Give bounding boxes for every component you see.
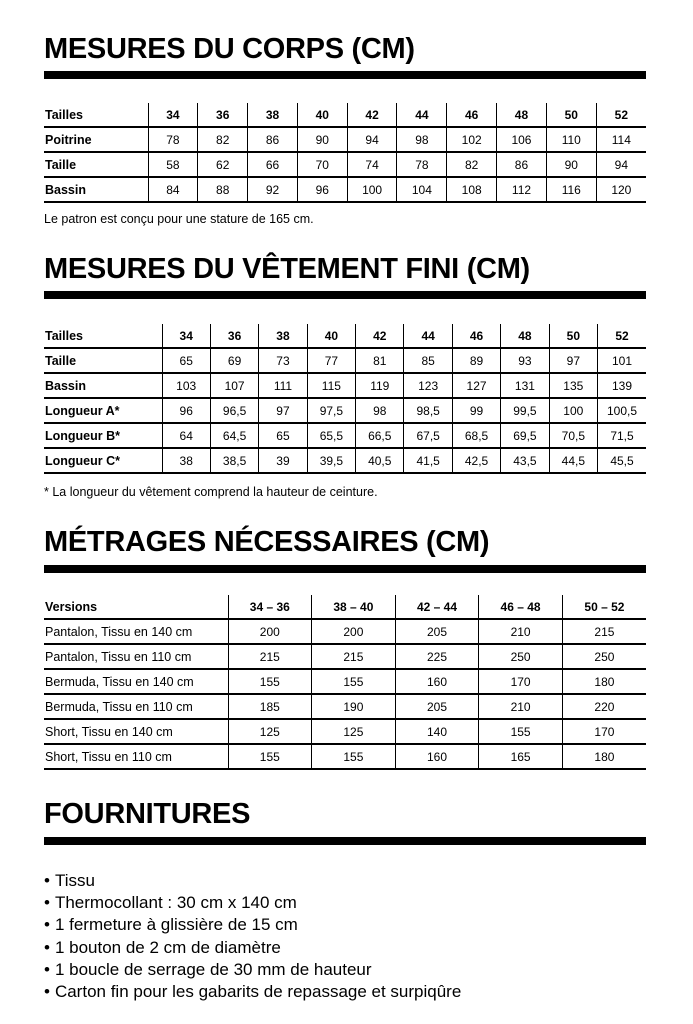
table-cell: 97	[259, 398, 307, 423]
table-header-row	[44, 103, 646, 127]
table-row	[44, 373, 646, 398]
table-cell: 39,5	[307, 448, 355, 473]
table-cell: 116	[546, 177, 596, 202]
section-divider	[44, 837, 646, 845]
table-cell: 70	[297, 152, 347, 177]
table-cell: 94	[596, 152, 646, 177]
table-cell: 71,5	[598, 423, 646, 448]
table-cell: 78	[397, 152, 447, 177]
table-cell: 97,5	[307, 398, 355, 423]
table-cell: 106	[497, 127, 547, 152]
table-cell: 98,5	[404, 398, 452, 423]
table-row	[44, 398, 646, 423]
column-header: 44	[404, 324, 452, 348]
table-cell: 77	[307, 348, 355, 373]
table-cell: 65	[259, 423, 307, 448]
table-cell: 44,5	[549, 448, 597, 473]
column-header: 50 – 52	[562, 595, 646, 619]
table-cell: 40,5	[356, 448, 404, 473]
table-row	[44, 348, 646, 373]
table-header-label: Tailles	[44, 103, 148, 127]
table-row	[44, 127, 646, 152]
table-cell: 200	[228, 619, 312, 644]
table-cell: 99	[452, 398, 500, 423]
supply-item: • Thermocollant : 30 cm x 140 cm	[44, 892, 461, 914]
table-cell: 100	[347, 177, 397, 202]
table-cell: 84	[148, 177, 198, 202]
row-label: Bermuda, Tissu en 110 cm	[44, 694, 228, 719]
column-header: 46 – 48	[479, 595, 563, 619]
row-label: Short, Tissu en 140 cm	[44, 719, 228, 744]
table-cell: 41,5	[404, 448, 452, 473]
table-cell: 131	[501, 373, 549, 398]
supplies-title: FOURNITURES	[44, 798, 251, 830]
section-divider	[44, 565, 646, 573]
table-cell: 86	[497, 152, 547, 177]
table-cell: 64,5	[210, 423, 258, 448]
column-header: 46	[447, 103, 497, 127]
table-cell: 45,5	[598, 448, 646, 473]
table-cell: 42,5	[452, 448, 500, 473]
table-cell: 62	[198, 152, 248, 177]
table-cell: 68,5	[452, 423, 500, 448]
table-cell: 67,5	[404, 423, 452, 448]
table-cell: 96	[162, 398, 210, 423]
row-label: Pantalon, Tissu en 140 cm	[44, 619, 228, 644]
table-cell: 90	[546, 152, 596, 177]
table-cell: 108	[447, 177, 497, 202]
table-cell: 205	[395, 694, 479, 719]
table-cell: 73	[259, 348, 307, 373]
table-cell: 90	[297, 127, 347, 152]
table-row	[44, 669, 646, 694]
table-cell: 125	[228, 719, 312, 744]
table-cell: 107	[210, 373, 258, 398]
table-cell: 65	[162, 348, 210, 373]
supply-item: • Tissu	[44, 870, 461, 892]
row-label: Longueur C*	[44, 448, 162, 473]
row-label: Longueur B*	[44, 423, 162, 448]
table-cell: 225	[395, 644, 479, 669]
table-cell: 210	[479, 619, 563, 644]
table-cell: 190	[312, 694, 396, 719]
column-header: 38 – 40	[312, 595, 396, 619]
table-cell: 155	[312, 669, 396, 694]
table-cell: 69,5	[501, 423, 549, 448]
column-header: 36	[198, 103, 248, 127]
fabric-requirements-table	[44, 595, 646, 770]
table-cell: 93	[501, 348, 549, 373]
column-header: 48	[497, 103, 547, 127]
table-cell: 120	[596, 177, 646, 202]
table-cell: 82	[447, 152, 497, 177]
table-cell: 200	[312, 619, 396, 644]
table-row	[44, 152, 646, 177]
table-cell: 112	[497, 177, 547, 202]
table-cell: 100,5	[598, 398, 646, 423]
table-cell: 180	[562, 669, 646, 694]
table-cell: 155	[312, 744, 396, 769]
table-header-row	[44, 595, 646, 619]
column-header: 42	[356, 324, 404, 348]
column-header: 38	[259, 324, 307, 348]
table-cell: 78	[148, 127, 198, 152]
table-cell: 97	[549, 348, 597, 373]
table-cell: 66,5	[356, 423, 404, 448]
table-cell: 135	[549, 373, 597, 398]
row-label: Poitrine	[44, 127, 148, 152]
table-row	[44, 619, 646, 644]
row-label: Taille	[44, 348, 162, 373]
table-cell: 64	[162, 423, 210, 448]
supply-item: • 1 bouton de 2 cm de diamètre	[44, 937, 461, 959]
column-header: 52	[596, 103, 646, 127]
table-cell: 43,5	[501, 448, 549, 473]
table-cell: 94	[347, 127, 397, 152]
length-note: * La longueur du vêtement comprend la hauteur de ceinture.	[44, 485, 378, 499]
table-cell: 101	[598, 348, 646, 373]
column-header: 52	[598, 324, 646, 348]
table-cell: 160	[395, 669, 479, 694]
table-cell: 98	[397, 127, 447, 152]
row-label: Short, Tissu en 110 cm	[44, 744, 228, 769]
table-cell: 66	[248, 152, 298, 177]
table-cell: 39	[259, 448, 307, 473]
body-measurements-table	[44, 103, 646, 203]
table-cell: 170	[479, 669, 563, 694]
table-cell: 170	[562, 719, 646, 744]
table-cell: 160	[395, 744, 479, 769]
row-label: Taille	[44, 152, 148, 177]
table-cell: 210	[479, 694, 563, 719]
column-header: 42 – 44	[395, 595, 479, 619]
table-cell: 185	[228, 694, 312, 719]
column-header: 48	[501, 324, 549, 348]
column-header: 34	[148, 103, 198, 127]
column-header: 34	[162, 324, 210, 348]
table-header-label: Versions	[44, 595, 228, 619]
table-cell: 139	[598, 373, 646, 398]
table-cell: 96	[297, 177, 347, 202]
table-cell: 155	[479, 719, 563, 744]
column-header: 50	[546, 103, 596, 127]
table-cell: 96,5	[210, 398, 258, 423]
table-cell: 82	[198, 127, 248, 152]
body-measurements-title: MESURES DU CORPS (CM)	[44, 33, 415, 65]
row-label: Bermuda, Tissu en 140 cm	[44, 669, 228, 694]
table-cell: 180	[562, 744, 646, 769]
table-row	[44, 448, 646, 473]
table-cell: 88	[198, 177, 248, 202]
table-cell: 86	[248, 127, 298, 152]
row-label: Bassin	[44, 373, 162, 398]
column-header: 34 – 36	[228, 595, 312, 619]
supplies-list	[44, 870, 461, 1003]
column-header: 46	[452, 324, 500, 348]
finished-garment-table	[44, 324, 646, 474]
table-header-row	[44, 324, 646, 348]
row-label: Pantalon, Tissu en 110 cm	[44, 644, 228, 669]
table-cell: 119	[356, 373, 404, 398]
table-cell: 220	[562, 694, 646, 719]
section-divider	[44, 291, 646, 299]
table-cell: 125	[312, 719, 396, 744]
supply-item: • 1 boucle de serrage de 30 mm de hauteur	[44, 959, 461, 981]
fabric-requirements-title: MÉTRAGES NÉCESSAIRES (CM)	[44, 526, 490, 558]
table-cell: 103	[162, 373, 210, 398]
supply-item: • 1 fermeture à glissière de 15 cm	[44, 914, 461, 936]
table-cell: 250	[562, 644, 646, 669]
finished-garment-title: MESURES DU VÊTEMENT FINI (CM)	[44, 253, 530, 285]
table-cell: 250	[479, 644, 563, 669]
column-header: 40	[307, 324, 355, 348]
table-cell: 58	[148, 152, 198, 177]
column-header: 36	[210, 324, 258, 348]
table-cell: 114	[596, 127, 646, 152]
table-cell: 155	[228, 744, 312, 769]
table-cell: 165	[479, 744, 563, 769]
table-cell: 215	[562, 619, 646, 644]
table-cell: 85	[404, 348, 452, 373]
column-header: 38	[248, 103, 298, 127]
column-header: 42	[347, 103, 397, 127]
table-cell: 89	[452, 348, 500, 373]
table-row	[44, 644, 646, 669]
column-header: 44	[397, 103, 447, 127]
row-label: Bassin	[44, 177, 148, 202]
table-cell: 104	[397, 177, 447, 202]
table-cell: 38	[162, 448, 210, 473]
supply-item: • Carton fin pour les gabarits de repassage et surpiqûre	[44, 981, 461, 1003]
column-header: 40	[297, 103, 347, 127]
table-cell: 81	[356, 348, 404, 373]
table-cell: 74	[347, 152, 397, 177]
table-cell: 92	[248, 177, 298, 202]
table-cell: 205	[395, 619, 479, 644]
table-row	[44, 744, 646, 769]
table-row	[44, 694, 646, 719]
table-cell: 155	[228, 669, 312, 694]
table-row	[44, 719, 646, 744]
table-cell: 115	[307, 373, 355, 398]
table-cell: 69	[210, 348, 258, 373]
table-cell: 100	[549, 398, 597, 423]
table-cell: 215	[228, 644, 312, 669]
table-cell: 110	[546, 127, 596, 152]
table-cell: 102	[447, 127, 497, 152]
table-cell: 215	[312, 644, 396, 669]
table-cell: 38,5	[210, 448, 258, 473]
table-row	[44, 177, 646, 202]
column-header: 50	[549, 324, 597, 348]
table-row	[44, 423, 646, 448]
table-cell: 140	[395, 719, 479, 744]
table-cell: 70,5	[549, 423, 597, 448]
stature-note: Le patron est conçu pour une stature de 165 cm.	[44, 212, 314, 226]
section-divider	[44, 71, 646, 79]
table-cell: 111	[259, 373, 307, 398]
row-label: Longueur A*	[44, 398, 162, 423]
table-header-label: Tailles	[44, 324, 162, 348]
table-cell: 123	[404, 373, 452, 398]
table-cell: 98	[356, 398, 404, 423]
table-cell: 65,5	[307, 423, 355, 448]
table-cell: 127	[452, 373, 500, 398]
table-cell: 99,5	[501, 398, 549, 423]
